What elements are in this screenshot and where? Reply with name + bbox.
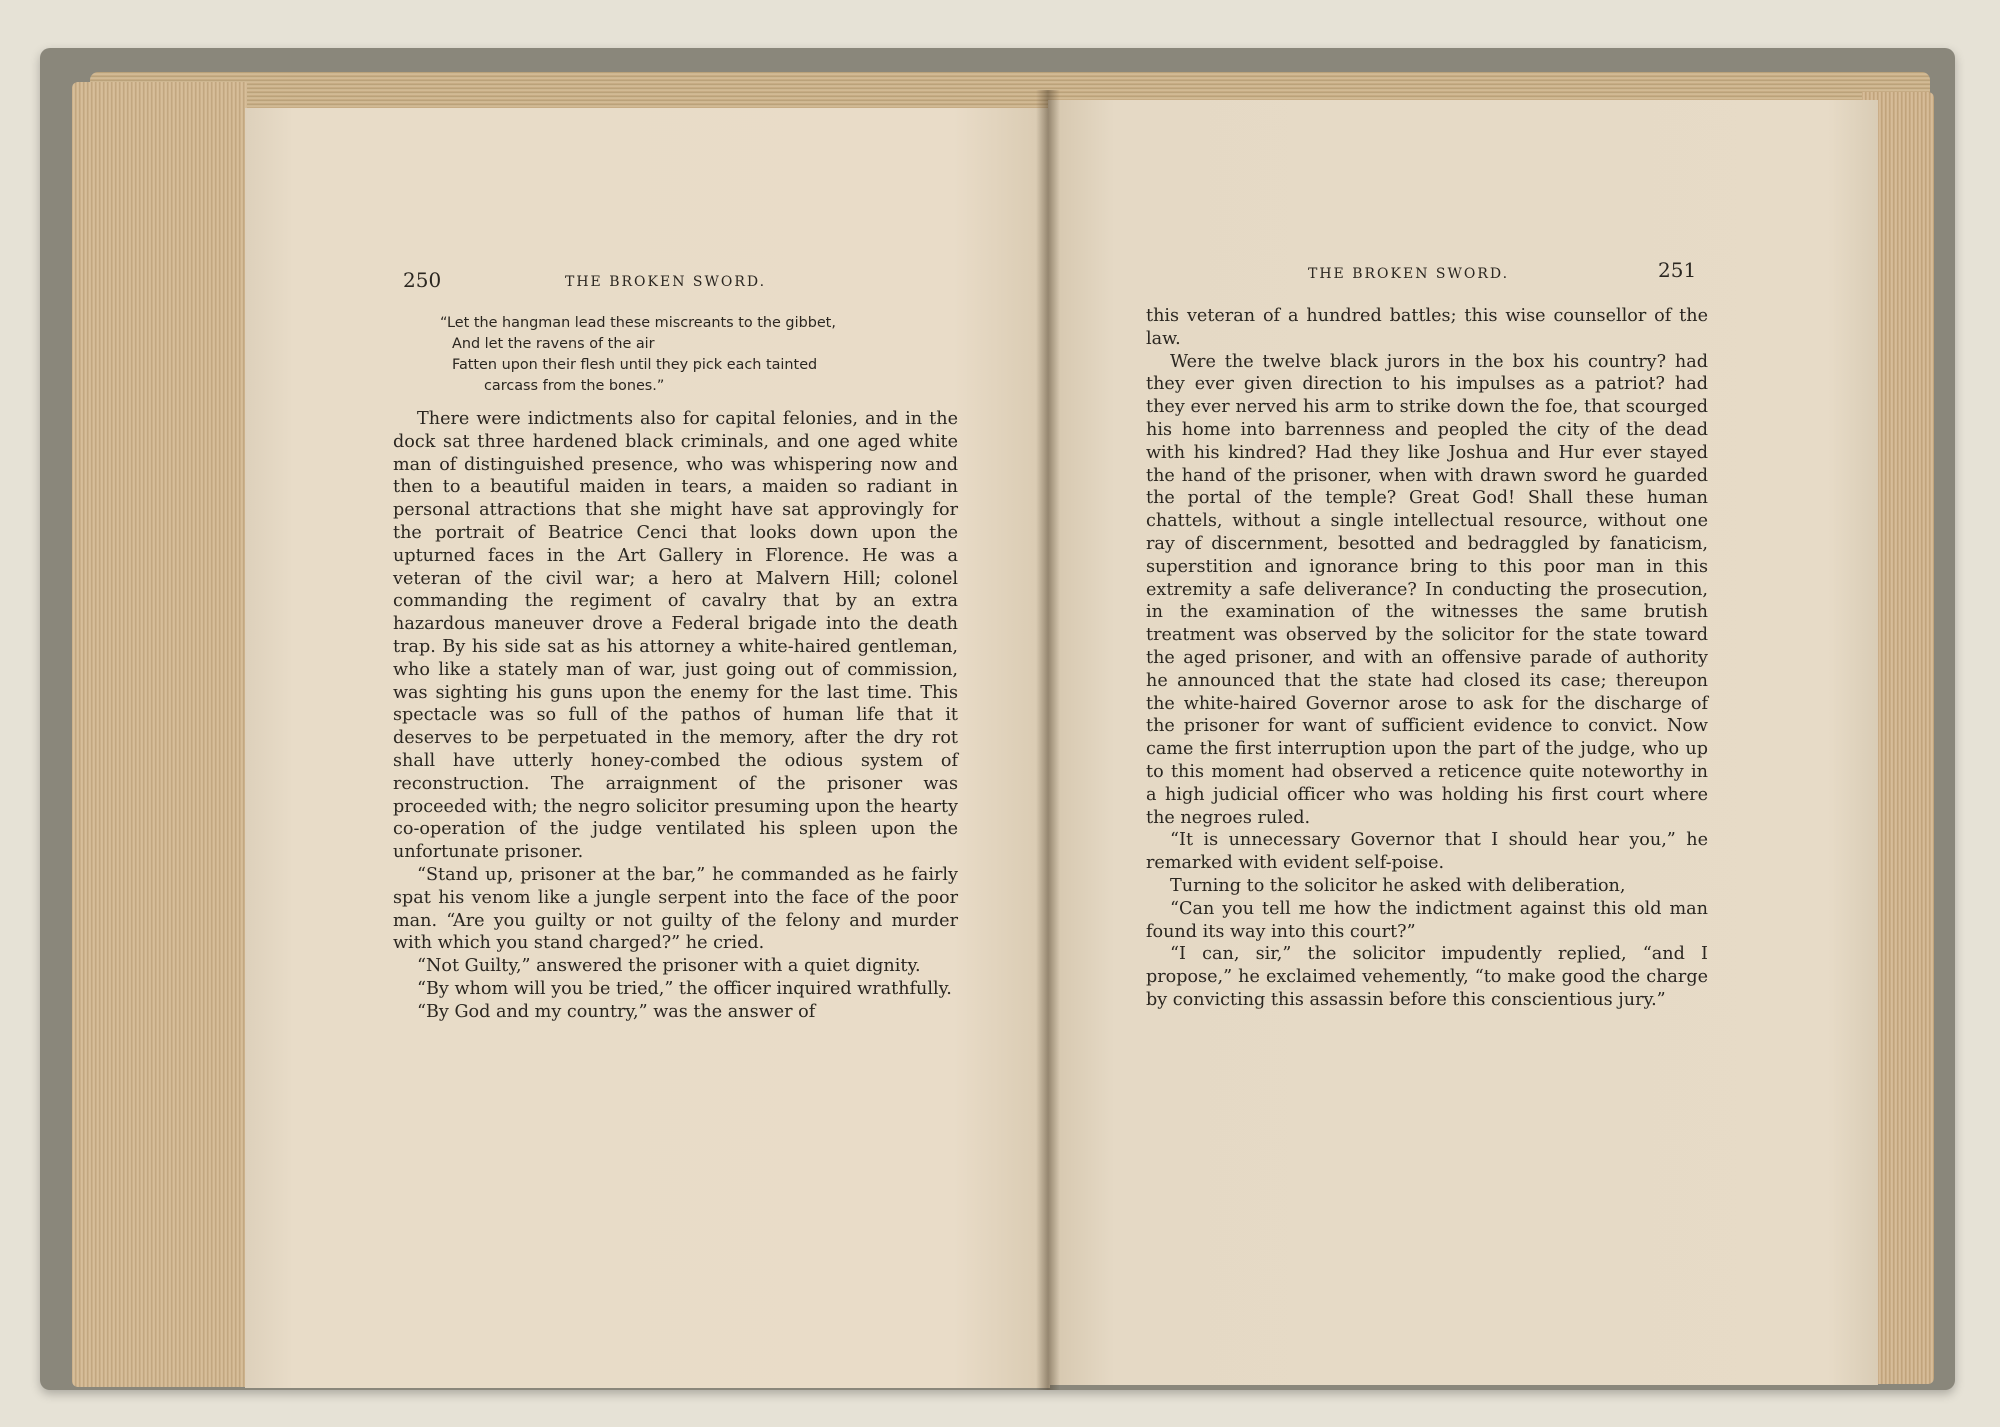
left-body-text — [393, 408, 958, 1024]
verse-line: Fatten upon their flesh until they pick each tainted — [452, 357, 818, 373]
page-number: 250 — [403, 268, 442, 292]
paragraph: “It is unnecessary Governor that I should hear you,” he remarked with evident self-poise. — [1146, 830, 1708, 874]
paragraph: “I can, sir,” the solicitor impudently replied, “and I propose,” he exclaimed vehemently, “to make good the charge by convicting this assassin before this conscientious jury.” — [1146, 944, 1708, 1010]
paragraph: “By God and my country,” was the answer of — [417, 1001, 816, 1022]
page-number: 251 — [1658, 258, 1697, 282]
paragraph: “By whom will you be tried,” the officer inquired wrathfully. — [417, 978, 952, 999]
verse-line: And let the ravens of the air — [452, 336, 655, 352]
right-body-text — [1146, 305, 1708, 1012]
paragraph: “Can you tell me how the indictment against this old man found its way into this court?” — [1146, 898, 1708, 942]
paragraph: “Not Guilty,” answered the prisoner with a quiet dignity. — [417, 956, 921, 977]
right-page — [1048, 100, 1878, 1385]
left-page — [245, 108, 1050, 1388]
paragraph: Turning to the solicitor he asked with deliberation, — [1170, 875, 1626, 896]
verse-quote — [440, 313, 1000, 397]
running-head: THE BROKEN SWORD. — [565, 274, 767, 290]
verse-line: “Let the hangman lead these miscreants to the gibbet, — [440, 315, 836, 331]
book-gutter — [1036, 90, 1060, 1390]
paragraph: There were indictments also for capital felonies, and in the dock sat three hardened black criminals, and one aged white man of distinguished presence, who was whispering now and then to a beautiful maiden in tears, a maiden so radiant in personal attractions that she might have sat approvingly for the portrait of Beatrice Cenci that looks down upon the upturned faces in the Art Gallery in Florence. He was a veteran of the civil war; a hero at Malvern Hill; colonel commanding the regiment of cavalry that by an extra hazardous maneuver drove a Federal brigade into the death trap. By his side sat as his attorney a white-haired gentleman, who like a stately man of war, just going out of commission, was sighting his guns upon the enemy for the last time. This spectacle was so full of the pathos of human life that it deserves to be perpetuated in the memory, after the dry rot shall have utterly honey-combed the odious system of reconstruction. The arraignment of the prisoner was proceeded with; the negro solicitor presuming upon the hearty co-operation of the judge ventilated his spleen upon the unfortunate prisoner. — [393, 409, 958, 863]
page-edges-left — [72, 82, 247, 1387]
paragraph: this veteran of a hundred battles; this wise counsellor of the law. — [1146, 306, 1708, 349]
paragraph: “Stand up, prisoner at the bar,” he commanded as he fairly spat his venom like a jungle serpent into the face of the poor man. “Are you guilty or not guilty of the felony and murder with which you stand charged?” he cried. — [393, 864, 958, 954]
paragraph: Were the twelve black jurors in the box his country? had they ever given direction to his impulses as a patriot? had they ever nerved his arm to strike down the foe, that scourged his home into barrenness and peopled the city of the dead with his kindred? Had they like Joshua and Hur ever stayed the hand of the prisoner, when with drawn sword he guarded the portal of the temple? Great God! Shall these human chattels, without a single intellectual resource, without one ray of discernment, besotted and bedraggled by fanaticism, superstition and ignorance bring to this poor man in this extremity a safe deliverance? In conducting the prosecution, in the examination of the witnesses the same brutish treatment was observed by the solicitor for the state toward the aged prisoner, and with an offensive parade of authority he announced that the state had closed its case; thereupon the white-haired Governor arose to ask for the discharge of the prisoner for want of sufficient evidence to convict. Now came the first interruption upon the part of the judge, who up to this moment had observed a reticence quite noteworthy in a high judicial officer who was holding his first court where the negroes ruled. — [1146, 351, 1708, 828]
running-head: THE BROKEN SWORD. — [1308, 266, 1510, 282]
verse-line: carcass from the bones.” — [484, 378, 665, 394]
